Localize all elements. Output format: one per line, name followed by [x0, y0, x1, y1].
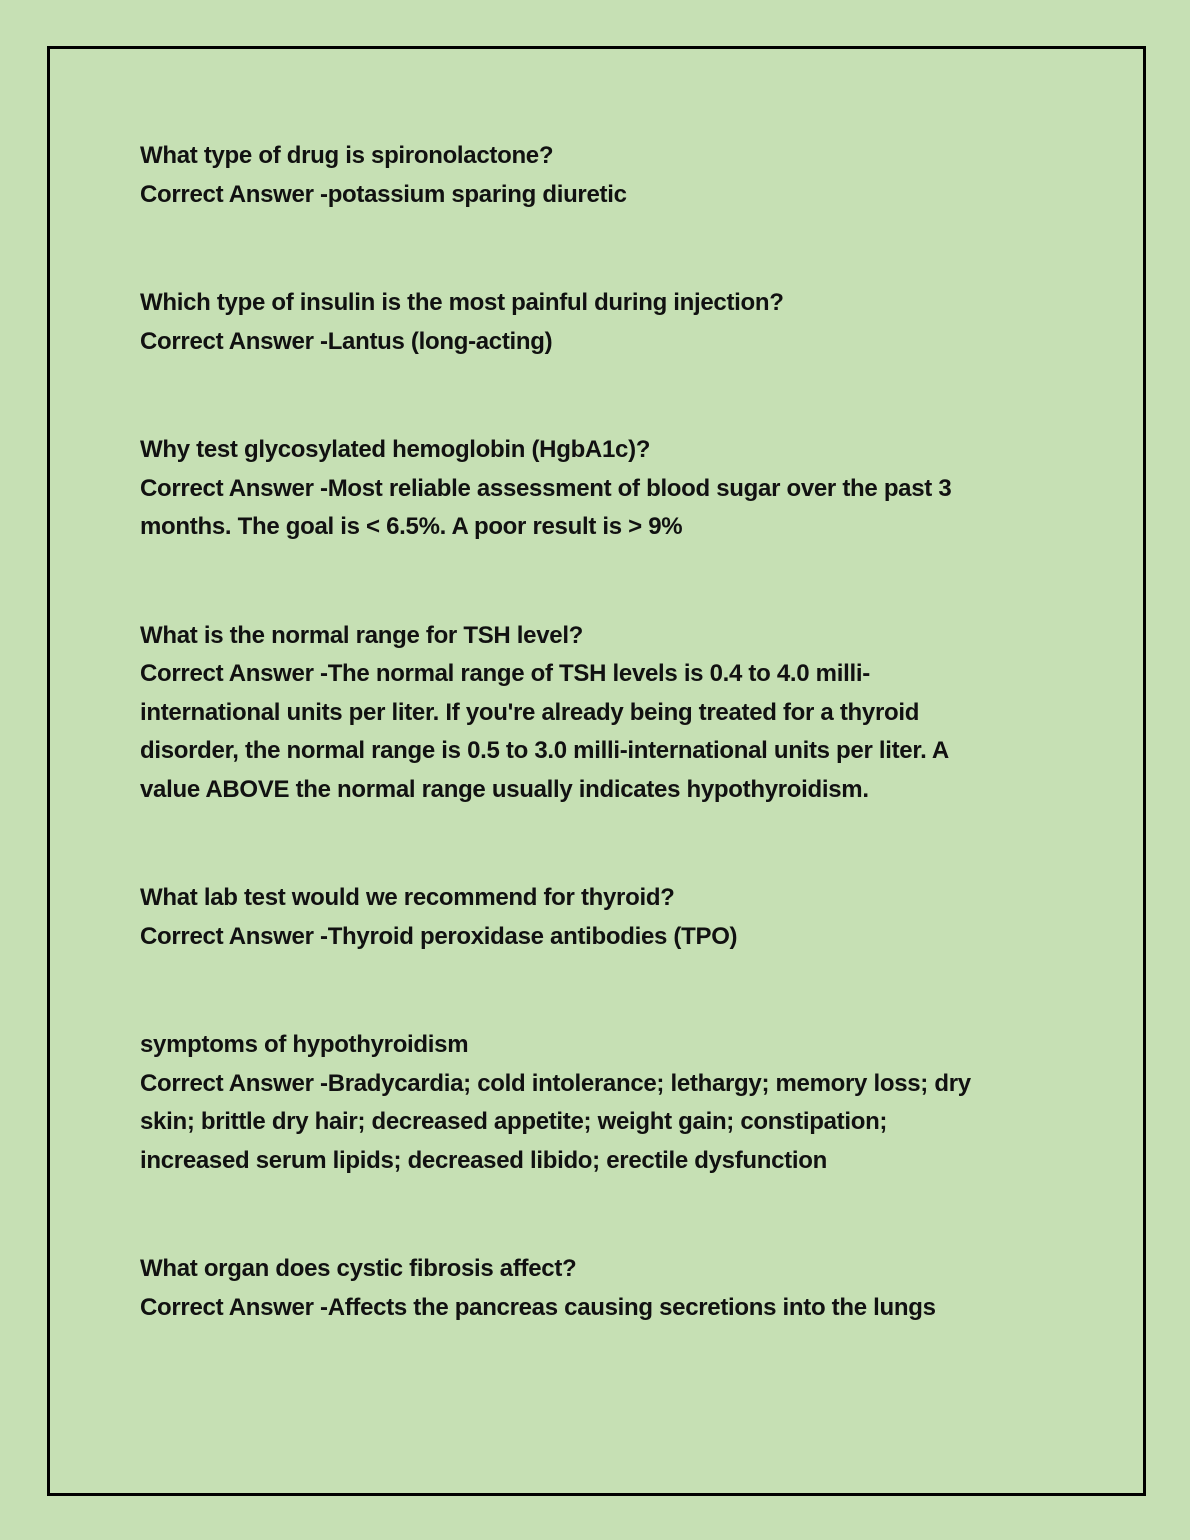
- question-text: What is the normal range for TSH level?: [140, 621, 584, 649]
- answer-text: Correct Answer -Affects the pancreas causing secretions into the lungs: [140, 1293, 936, 1321]
- qa-item: [140, 1250, 1040, 1327]
- question-text: What type of drug is spironolactone?: [140, 142, 554, 169]
- question-text: Why test glycosylated hemoglobin (HgbA1c)?: [140, 436, 651, 463]
- question-text: Which type of insulin is the most painful during injection?: [140, 289, 784, 316]
- qa-item: [140, 1026, 1040, 1180]
- qa-item: [140, 284, 1040, 361]
- answer-text: Correct Answer -Lantus (long-acting): [140, 327, 553, 355]
- answer-text: Correct Answer -Most reliable assessment of blood sugar over the past 3 months. The goal is < 6.5%. A poor result is > 9%: [140, 474, 952, 540]
- qa-item: [140, 137, 1040, 214]
- qa-item: [140, 879, 1040, 956]
- answer-text: Correct Answer -Thyroid peroxidase antibodies (TPO): [140, 922, 738, 950]
- qa-item: [140, 617, 1040, 810]
- answer-text: Correct Answer -Bradycardia; cold intolerance; lethargy; memory loss; dry skin; brittle dry hair; decreased appetite; weight gain; constipation; increased serum lipids; decreased libido; erectile dysfunction: [140, 1069, 971, 1174]
- question-text: What organ does cystic fibrosis affect?: [140, 1255, 577, 1282]
- question-text: symptoms of hypothyroidism: [140, 1031, 469, 1058]
- answer-text: Correct Answer -potassium sparing diuretic: [140, 180, 627, 208]
- qa-list: [140, 137, 1040, 1397]
- answer-text: Correct Answer -The normal range of TSH levels is 0.4 to 4.0 milli- international units per liter. If you're already being treated for a thyroid disorder, the normal range is 0.5 to 3.0 milli-international units per liter. A value ABOVE the normal range usually indicates hypothyroidism.: [140, 660, 949, 803]
- qa-item: [140, 431, 1040, 547]
- question-text: What lab test would we recommend for thyroid?: [140, 884, 675, 911]
